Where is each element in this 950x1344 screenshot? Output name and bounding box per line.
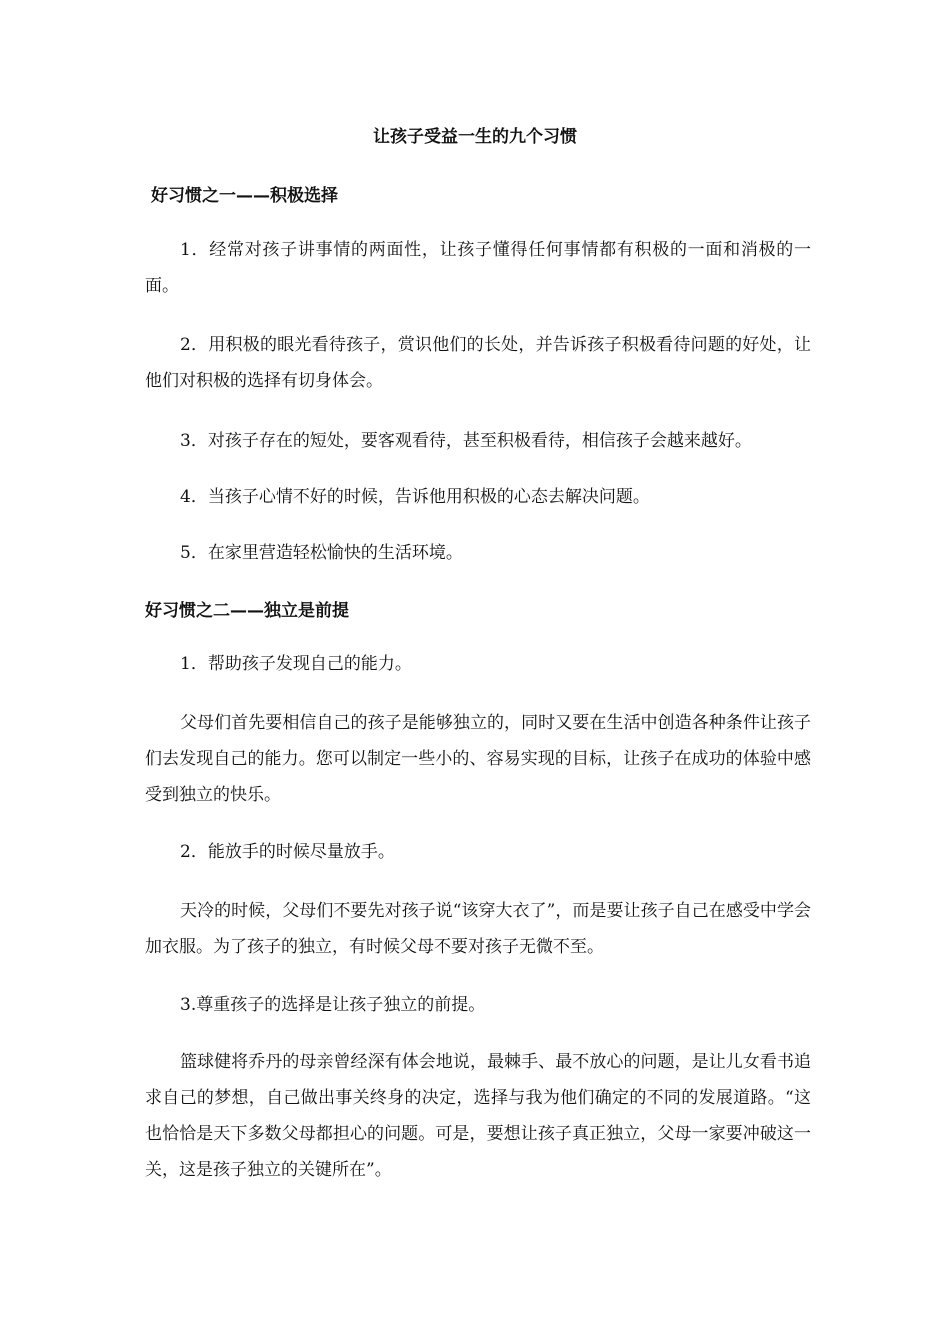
- section2-paragraph-3: 2．能放手的时候尽量放手。: [180, 842, 395, 862]
- section1-item-5: 5．在家里营造轻松愉快的生活环境。: [180, 543, 463, 563]
- document-title: 让孩子受益一生的九个习惯: [373, 127, 577, 147]
- section2-paragraph-6: 篮球健将乔丹的母亲曾经深有体会地说，最棘手、最不放心的问题，是让儿女看书追求自己的梦想，自己做出事关终身的决定，选择与我为他们确定的不同的发展道路。“这也恰恰是天下多数父母都担心的问题。可是，要想让孩子真正独立，父母一家要冲破这一关，这是孩子独立的关键所在”。: [145, 1052, 811, 1180]
- section2-paragraph-1: 1．帮助孩子发现自己的能力。: [180, 654, 412, 674]
- section1-item-2: 2．用积极的眼光看待孩子，赏识他们的长处，并告诉孩子积极看待问题的好处，让他们对积极的选择有切身体会。: [145, 335, 811, 391]
- section2-heading: 好习惯之二——独立是前提: [145, 601, 349, 621]
- section1-heading: 好习惯之一——积极选择: [151, 186, 338, 206]
- section1-item-4: 4．当孩子心情不好的时候，告诉他用积极的心态去解决问题。: [180, 487, 650, 507]
- section1-item-3: 3．对孩子存在的短处，要客观看待，甚至积极看待，相信孩子会越来越好。: [180, 431, 752, 451]
- section2-paragraph-5: 3.尊重孩子的选择是让孩子独立的前提。: [180, 995, 486, 1015]
- section2-paragraph-2: 父母们首先要相信自己的孩子是能够独立的，同时又要在生活中创造各种条件让孩子们去发现自己的能力。您可以制定一些小的、容易实现的目标，让孩子在成功的体验中感受到独立的快乐。: [145, 713, 811, 805]
- section1-item-1: 1．经常对孩子讲事情的两面性，让孩子懂得任何事情都有积极的一面和消极的一面。: [145, 240, 811, 296]
- section2-paragraph-4: 天冷的时候，父母们不要先对孩子说“该穿大衣了”，而是要让孩子自己在感受中学会加衣服。为了孩子的独立，有时候父母不要对孩子无微不至。: [145, 901, 811, 957]
